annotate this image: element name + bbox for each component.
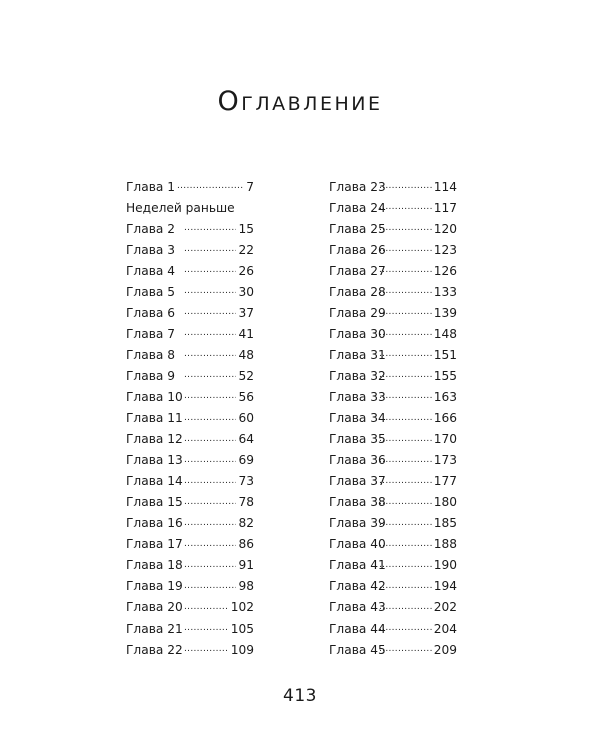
toc-entry-page: 105	[230, 621, 254, 636]
toc-entry-label: Глава 1	[126, 179, 175, 194]
toc-entry-label: Глава 2	[126, 221, 175, 236]
toc-entry-page: 48	[238, 347, 254, 362]
toc-entry-label: Глава 14	[126, 474, 183, 489]
dot-leader	[379, 540, 432, 549]
toc-entry[interactable]	[126, 323, 254, 344]
toc-entry[interactable]	[329, 197, 457, 218]
toc-entry-label: Глава 26	[329, 242, 386, 257]
toc-entry-page: 155	[433, 368, 457, 383]
toc-entry-label: Глава 5	[126, 284, 175, 299]
toc-entry-label: Глава 35	[329, 432, 386, 447]
dot-leader	[177, 182, 244, 191]
dot-leader	[184, 435, 236, 444]
toc-entry-label: Глава 29	[329, 305, 386, 320]
toc-entry-page: 190	[433, 558, 457, 573]
dot-leader	[379, 582, 432, 591]
toc-entry-page: 148	[433, 326, 457, 341]
toc-entry-label: Глава 22	[126, 642, 183, 657]
toc-entry-label: Глава 34	[329, 411, 386, 426]
toc-entry-label: Глава 8	[126, 347, 175, 362]
toc-entry-label: Глава 12	[126, 432, 183, 447]
dot-leader	[184, 477, 236, 486]
toc-entry-page: 102	[230, 600, 254, 615]
toc-entry-page: 173	[433, 453, 457, 468]
dot-leader	[184, 371, 236, 380]
toc-entry-page: 60	[238, 411, 254, 426]
toc-entry-page: 15	[238, 221, 254, 236]
dot-leader	[379, 245, 432, 254]
toc-right-column	[329, 176, 457, 660]
toc-entry[interactable]	[329, 492, 457, 513]
toc-entry-page: 114	[433, 179, 457, 194]
dot-leader	[379, 182, 432, 191]
toc-entry-label: Неделей раньше	[126, 200, 235, 215]
toc-entry[interactable]	[126, 576, 254, 597]
toc-entry-label: Глава 30	[329, 326, 386, 341]
dot-leader	[184, 245, 236, 254]
toc-entry-page: 69	[238, 453, 254, 468]
page-number: 413	[283, 686, 317, 706]
dot-leader	[184, 224, 236, 233]
toc-entry[interactable]	[126, 344, 254, 365]
toc-entry[interactable]	[126, 218, 254, 239]
dot-leader	[379, 603, 432, 612]
toc-entry-label: Глава 37	[329, 474, 386, 489]
toc-entry-page: 7	[246, 179, 254, 194]
toc-entry[interactable]	[329, 534, 457, 555]
toc-entry-label: Глава 21	[126, 621, 183, 636]
toc-entry-label: Глава 17	[126, 537, 183, 552]
toc-entry-page: 64	[238, 432, 254, 447]
toc-entry[interactable]	[126, 492, 254, 513]
dot-leader	[379, 350, 432, 359]
toc-entry-label: Глава 19	[126, 579, 183, 594]
toc-entry[interactable]	[126, 239, 254, 260]
toc-entry[interactable]	[329, 344, 457, 365]
dot-leader	[379, 414, 432, 423]
toc-entry[interactable]	[126, 176, 254, 197]
toc-entry-page: 78	[238, 495, 254, 510]
toc-entry-label: Глава 25	[329, 221, 386, 236]
toc-entry[interactable]	[126, 450, 254, 471]
dot-leader	[184, 308, 236, 317]
toc-entry-page: 209	[433, 642, 457, 657]
toc-entry-label: Глава 18	[126, 558, 183, 573]
dot-leader	[184, 624, 229, 633]
dot-leader	[379, 498, 432, 507]
toc-entry[interactable]	[329, 555, 457, 576]
toc-entry[interactable]	[329, 513, 457, 534]
toc-entry[interactable]	[126, 302, 254, 323]
dot-leader	[379, 329, 432, 338]
toc-entry-label: Глава 16	[126, 516, 183, 531]
toc-entry[interactable]	[126, 408, 254, 429]
toc-entry-page: 82	[238, 516, 254, 531]
toc-entry-page: 56	[238, 389, 254, 404]
toc-entry-label: Глава 15	[126, 495, 183, 510]
toc-entry-page: 37	[238, 305, 254, 320]
toc-entry-page: 91	[238, 558, 254, 573]
toc-entry-label: Глава 42	[329, 579, 386, 594]
toc-left-column	[126, 176, 254, 660]
toc-entry-label: Глава 44	[329, 621, 386, 636]
toc-entry[interactable]	[329, 639, 457, 660]
toc-entry-page: 194	[433, 579, 457, 594]
toc-entry-page: 166	[433, 411, 457, 426]
dot-leader	[184, 329, 236, 338]
dot-leader	[184, 287, 236, 296]
dot-leader	[184, 540, 236, 549]
dot-leader	[184, 519, 236, 528]
toc-entry-label: Глава 43	[329, 600, 386, 615]
toc-entry[interactable]	[126, 365, 254, 386]
dot-leader	[379, 645, 432, 654]
dot-leader	[184, 350, 236, 359]
toc-entry-page: 177	[433, 474, 457, 489]
dot-leader	[379, 624, 432, 633]
dot-leader	[184, 498, 236, 507]
toc-entry-page: 26	[238, 263, 254, 278]
toc-entry-label: Глава 33	[329, 389, 386, 404]
toc-entry-label: Глава 3	[126, 242, 175, 257]
toc-entry-page: 185	[433, 516, 457, 531]
toc-entry-page: 204	[433, 621, 457, 636]
toc-entry[interactable]	[126, 639, 254, 660]
toc-entry[interactable]	[329, 260, 457, 281]
dot-leader	[379, 266, 432, 275]
toc-entry-label: Глава 41	[329, 558, 386, 573]
dot-leader	[379, 456, 432, 465]
toc-entry[interactable]	[126, 618, 254, 639]
dot-leader	[379, 435, 432, 444]
toc-entry-page: 202	[433, 600, 457, 615]
toc-entry-page: 30	[238, 284, 254, 299]
dot-leader	[184, 456, 236, 465]
toc-entry-label: Глава 13	[126, 453, 183, 468]
toc-entry[interactable]	[329, 302, 457, 323]
toc-entry-page: 52	[238, 368, 254, 383]
toc-entry-page: 109	[230, 642, 254, 657]
toc-entry-label: Глава 31	[329, 347, 386, 362]
toc-entry-label: Глава 24	[329, 200, 386, 215]
toc-entry-page: 188	[433, 537, 457, 552]
toc-entry[interactable]	[329, 323, 457, 344]
toc-title: Оглавление	[217, 86, 383, 117]
toc-entry-label: Глава 40	[329, 537, 386, 552]
toc-entry[interactable]	[329, 576, 457, 597]
toc-entry[interactable]	[126, 555, 254, 576]
dot-leader	[184, 582, 236, 591]
toc-entry-label: Глава 32	[329, 368, 386, 383]
toc-entry-page: 86	[238, 537, 254, 552]
toc-entry-page: 139	[433, 305, 457, 320]
dot-leader	[379, 392, 432, 401]
toc-entry-page: 170	[433, 432, 457, 447]
toc-entry-label: Глава 7	[126, 326, 175, 341]
dot-leader	[184, 266, 236, 275]
toc-entry-page: 123	[433, 242, 457, 257]
toc-entry[interactable]	[329, 176, 457, 197]
toc-entry[interactable]	[126, 597, 254, 618]
dot-leader	[184, 561, 236, 570]
toc-entry-page: 120	[433, 221, 457, 236]
dot-leader	[379, 371, 432, 380]
toc-entry-page: 73	[238, 474, 254, 489]
toc-entry-page: 22	[238, 242, 254, 257]
dot-leader	[379, 561, 432, 570]
toc-entry-label: Глава 23	[329, 179, 386, 194]
toc-entry[interactable]	[329, 618, 457, 639]
toc-entry[interactable]	[126, 534, 254, 555]
toc-entry[interactable]	[329, 239, 457, 260]
toc-section-heading[interactable]	[126, 197, 254, 218]
dot-leader	[184, 645, 229, 654]
toc-entry-label: Глава 45	[329, 642, 386, 657]
toc-entry[interactable]	[126, 513, 254, 534]
toc-entry[interactable]	[126, 429, 254, 450]
toc-entry[interactable]	[329, 218, 457, 239]
toc-entry-page: 180	[433, 495, 457, 510]
toc-entry[interactable]	[329, 386, 457, 407]
toc-entry-label: Глава 9	[126, 368, 175, 383]
toc-entry-label: Глава 6	[126, 305, 175, 320]
toc-entry[interactable]	[126, 260, 254, 281]
dot-leader	[379, 308, 432, 317]
toc-entry-page: 133	[433, 284, 457, 299]
dot-leader	[379, 224, 432, 233]
toc-entry[interactable]	[329, 281, 457, 302]
toc-entry[interactable]	[329, 408, 457, 429]
toc-entry-label: Глава 28	[329, 284, 386, 299]
toc-entry-page: 163	[433, 389, 457, 404]
toc-entry[interactable]	[329, 471, 457, 492]
toc-entry-label: Глава 20	[126, 600, 183, 615]
dot-leader	[379, 287, 432, 296]
toc-entry-page: 151	[433, 347, 457, 362]
toc-entry[interactable]	[126, 386, 254, 407]
toc-entry-page: 41	[238, 326, 254, 341]
toc-entry-label: Глава 39	[329, 516, 386, 531]
toc-entry[interactable]	[329, 365, 457, 386]
dot-leader	[379, 519, 432, 528]
toc-entry-label: Глава 27	[329, 263, 386, 278]
toc-entry[interactable]	[126, 281, 254, 302]
dot-leader	[184, 414, 236, 423]
toc-entry-label: Глава 38	[329, 495, 386, 510]
toc-entry-label: Глава 10	[126, 389, 183, 404]
dot-leader	[379, 477, 432, 486]
toc-entry-page: 98	[238, 579, 254, 594]
dot-leader	[184, 392, 236, 401]
dot-leader	[379, 203, 432, 212]
toc-entry-label: Глава 11	[126, 411, 183, 426]
toc-entry-label: Глава 4	[126, 263, 175, 278]
toc-entry-page: 117	[433, 200, 457, 215]
toc-entry-page: 126	[433, 263, 457, 278]
toc-entry-label: Глава 36	[329, 453, 386, 468]
dot-leader	[184, 603, 229, 612]
toc-entry[interactable]	[126, 471, 254, 492]
toc-entry[interactable]	[329, 429, 457, 450]
toc-entry[interactable]	[329, 597, 457, 618]
toc-entry[interactable]	[329, 450, 457, 471]
